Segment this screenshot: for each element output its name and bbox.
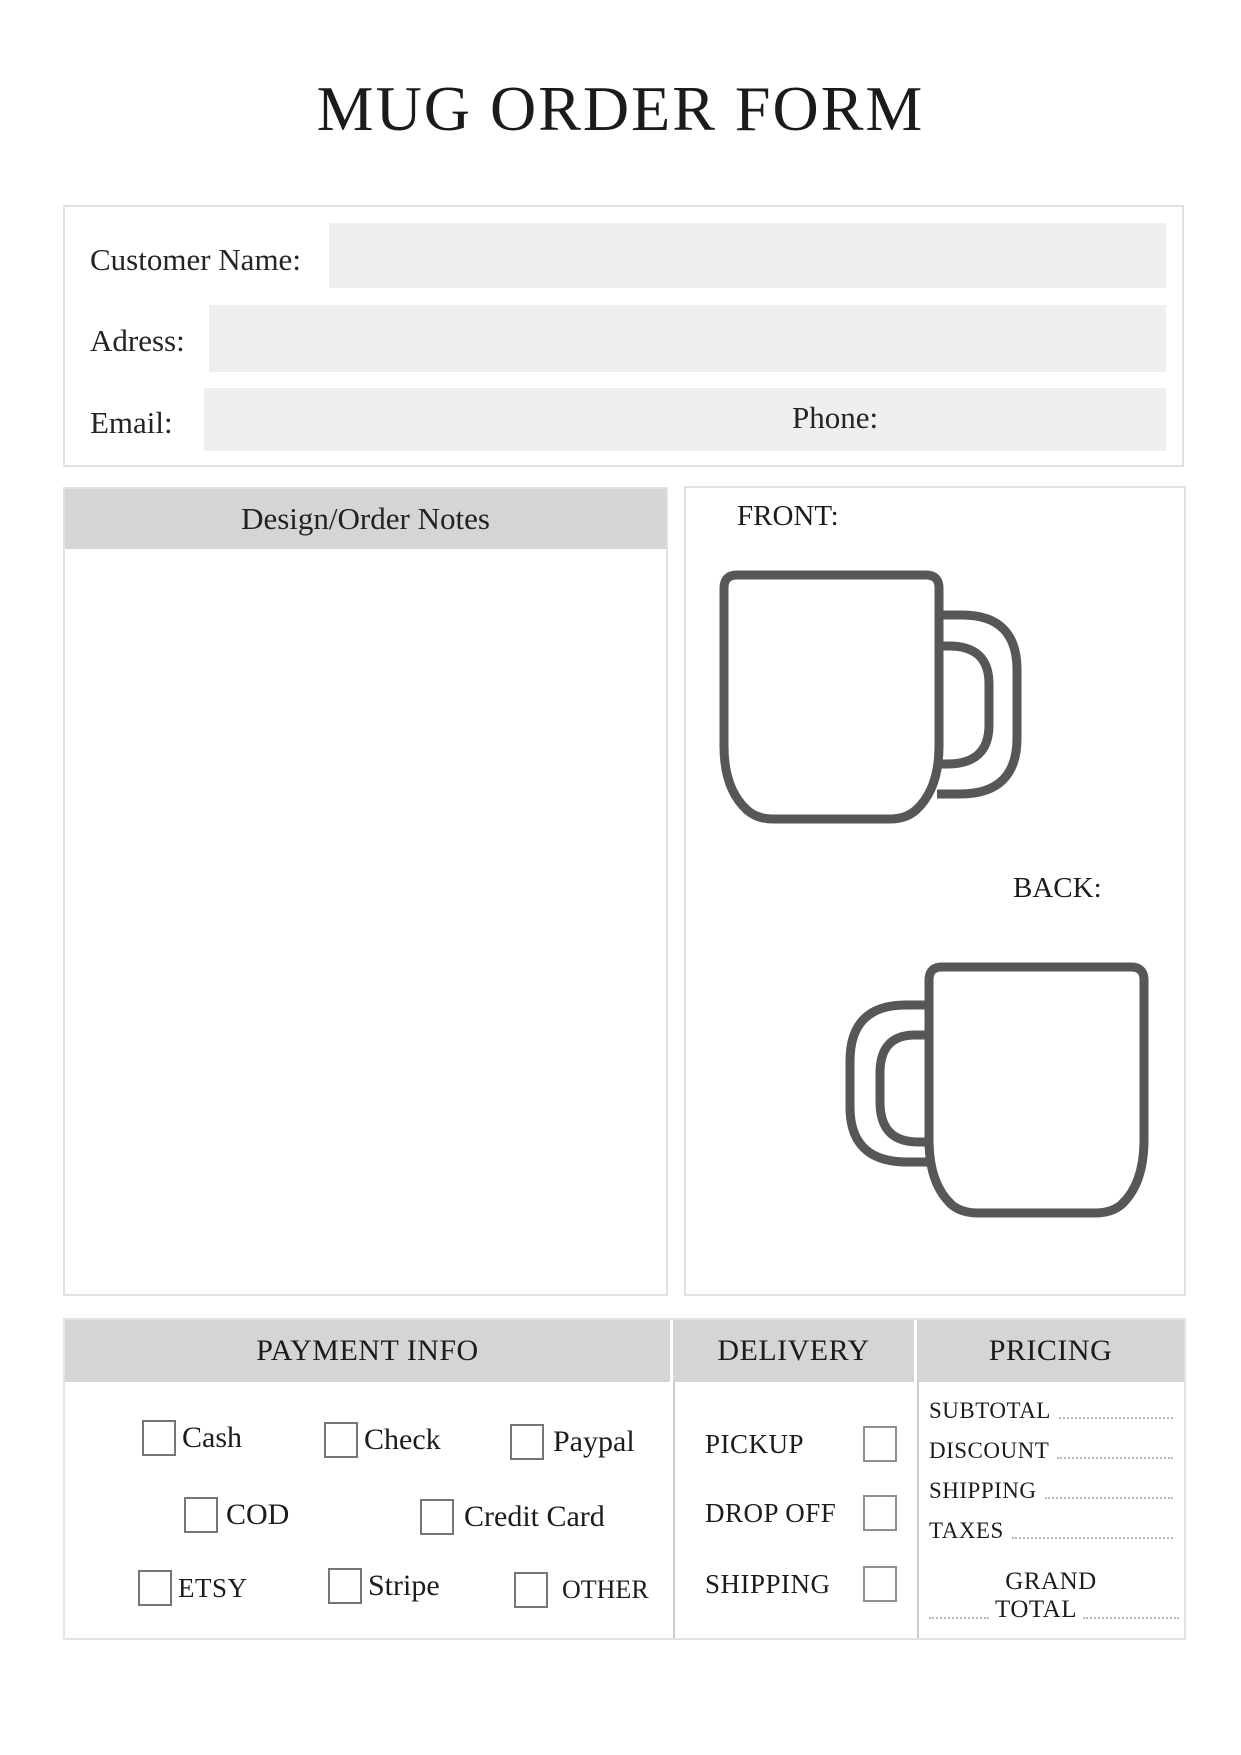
back-mug-body: [929, 967, 1144, 1213]
payment-option-cod: [184, 1497, 289, 1533]
subtotal-value-line[interactable]: [1059, 1417, 1173, 1419]
discount-label: DISCOUNT: [929, 1438, 1050, 1463]
cash-checkbox[interactable]: [142, 1420, 176, 1456]
etsy-label: ETSY: [178, 1572, 248, 1603]
phone-label: Phone:: [792, 400, 879, 435]
bottom-headers: [65, 1320, 1184, 1382]
customer-info-box: [63, 205, 1184, 467]
design-notes-header: Design/Order Notes: [65, 489, 666, 549]
grand-total-line2: TOTAL: [995, 1596, 1077, 1623]
shipping-delivery-checkbox[interactable]: [863, 1566, 897, 1602]
taxes-value-line[interactable]: [1012, 1537, 1173, 1539]
other-checkbox[interactable]: [514, 1572, 548, 1608]
shipping-value-line[interactable]: [1045, 1497, 1173, 1499]
check-label: Check: [364, 1423, 441, 1456]
payment-option-cash: [142, 1420, 242, 1456]
paypal-label: Paypal: [553, 1425, 635, 1458]
pickup-checkbox[interactable]: [863, 1426, 897, 1462]
other-label: OTHER: [562, 1575, 649, 1604]
payment-option-check: [324, 1422, 441, 1458]
grand-total-row: [929, 1596, 1179, 1624]
front-mug-icon: [724, 575, 1017, 819]
payment-option-paypal: [510, 1424, 635, 1460]
delivery-option-pickup: [705, 1426, 897, 1462]
back-mug-handle-inner: [880, 1035, 931, 1142]
payment-delivery-divider: [673, 1382, 675, 1638]
delivery-option-drop-off: [705, 1495, 897, 1531]
cod-checkbox[interactable]: [184, 1497, 218, 1533]
back-mug-icon: [850, 967, 1144, 1213]
cod-label: COD: [226, 1498, 290, 1531]
delivery-header: DELIVERY: [673, 1320, 917, 1382]
design-notes-panel: [63, 487, 668, 1296]
payment-option-stripe: [328, 1568, 440, 1604]
address-label: Adress:: [90, 323, 185, 358]
payment-option-etsy: [138, 1570, 248, 1606]
drop-off-label: DROP OFF: [705, 1497, 837, 1528]
mug-diagrams: [686, 488, 1184, 1294]
credit-card-label: Credit Card: [464, 1500, 605, 1533]
pricing-row-taxes: [929, 1518, 1173, 1544]
check-checkbox[interactable]: [324, 1422, 358, 1458]
grand-total-dots-left: [929, 1617, 989, 1619]
delivery-pricing-divider: [917, 1382, 919, 1638]
grand-total-value-line[interactable]: [1083, 1617, 1179, 1619]
mug-preview-panel: [684, 486, 1186, 1296]
address-input[interactable]: [209, 305, 1166, 372]
page-title: MUG ORDER FORM: [316, 73, 925, 144]
drop-off-checkbox[interactable]: [863, 1495, 897, 1531]
payment-option-credit-card: [420, 1499, 605, 1535]
order-details-section: [63, 1318, 1186, 1640]
front-mug-body: [724, 575, 939, 819]
delivery-option-shipping: [705, 1566, 897, 1602]
payment-option-other: [514, 1572, 649, 1608]
pricing-header: PRICING: [917, 1320, 1184, 1382]
stripe-checkbox[interactable]: [328, 1568, 362, 1604]
grand-total-line1: GRAND: [1005, 1568, 1097, 1595]
pickup-label: PICKUP: [705, 1428, 805, 1459]
discount-value-line[interactable]: [1057, 1457, 1173, 1459]
front-mug-handle-inner: [937, 646, 989, 764]
pricing-row-discount: [929, 1438, 1173, 1464]
email-input[interactable]: [204, 388, 1166, 451]
phone-input[interactable]: [904, 388, 1166, 451]
taxes-label: TAXES: [929, 1518, 1004, 1543]
pricing-row-subtotal: [929, 1398, 1173, 1424]
customer-name-input[interactable]: [329, 223, 1166, 288]
etsy-checkbox[interactable]: [138, 1570, 172, 1606]
customer-name-label: Customer Name:: [90, 242, 301, 277]
stripe-label: Stripe: [368, 1569, 440, 1602]
front-label: FRONT:: [737, 500, 839, 532]
subtotal-label: SUBTOTAL: [929, 1398, 1051, 1423]
cash-label: Cash: [182, 1421, 242, 1454]
email-label: Email:: [90, 405, 173, 440]
shipping-price-label: SHIPPING: [929, 1478, 1037, 1503]
paypal-checkbox[interactable]: [510, 1424, 544, 1460]
design-notes-input[interactable]: [65, 549, 666, 1294]
payment-info-header: PAYMENT INFO: [65, 1320, 673, 1382]
credit-card-checkbox[interactable]: [420, 1499, 454, 1535]
shipping-delivery-label: SHIPPING: [705, 1568, 831, 1599]
pricing-row-shipping: [929, 1478, 1173, 1504]
back-label: BACK:: [1013, 872, 1102, 904]
